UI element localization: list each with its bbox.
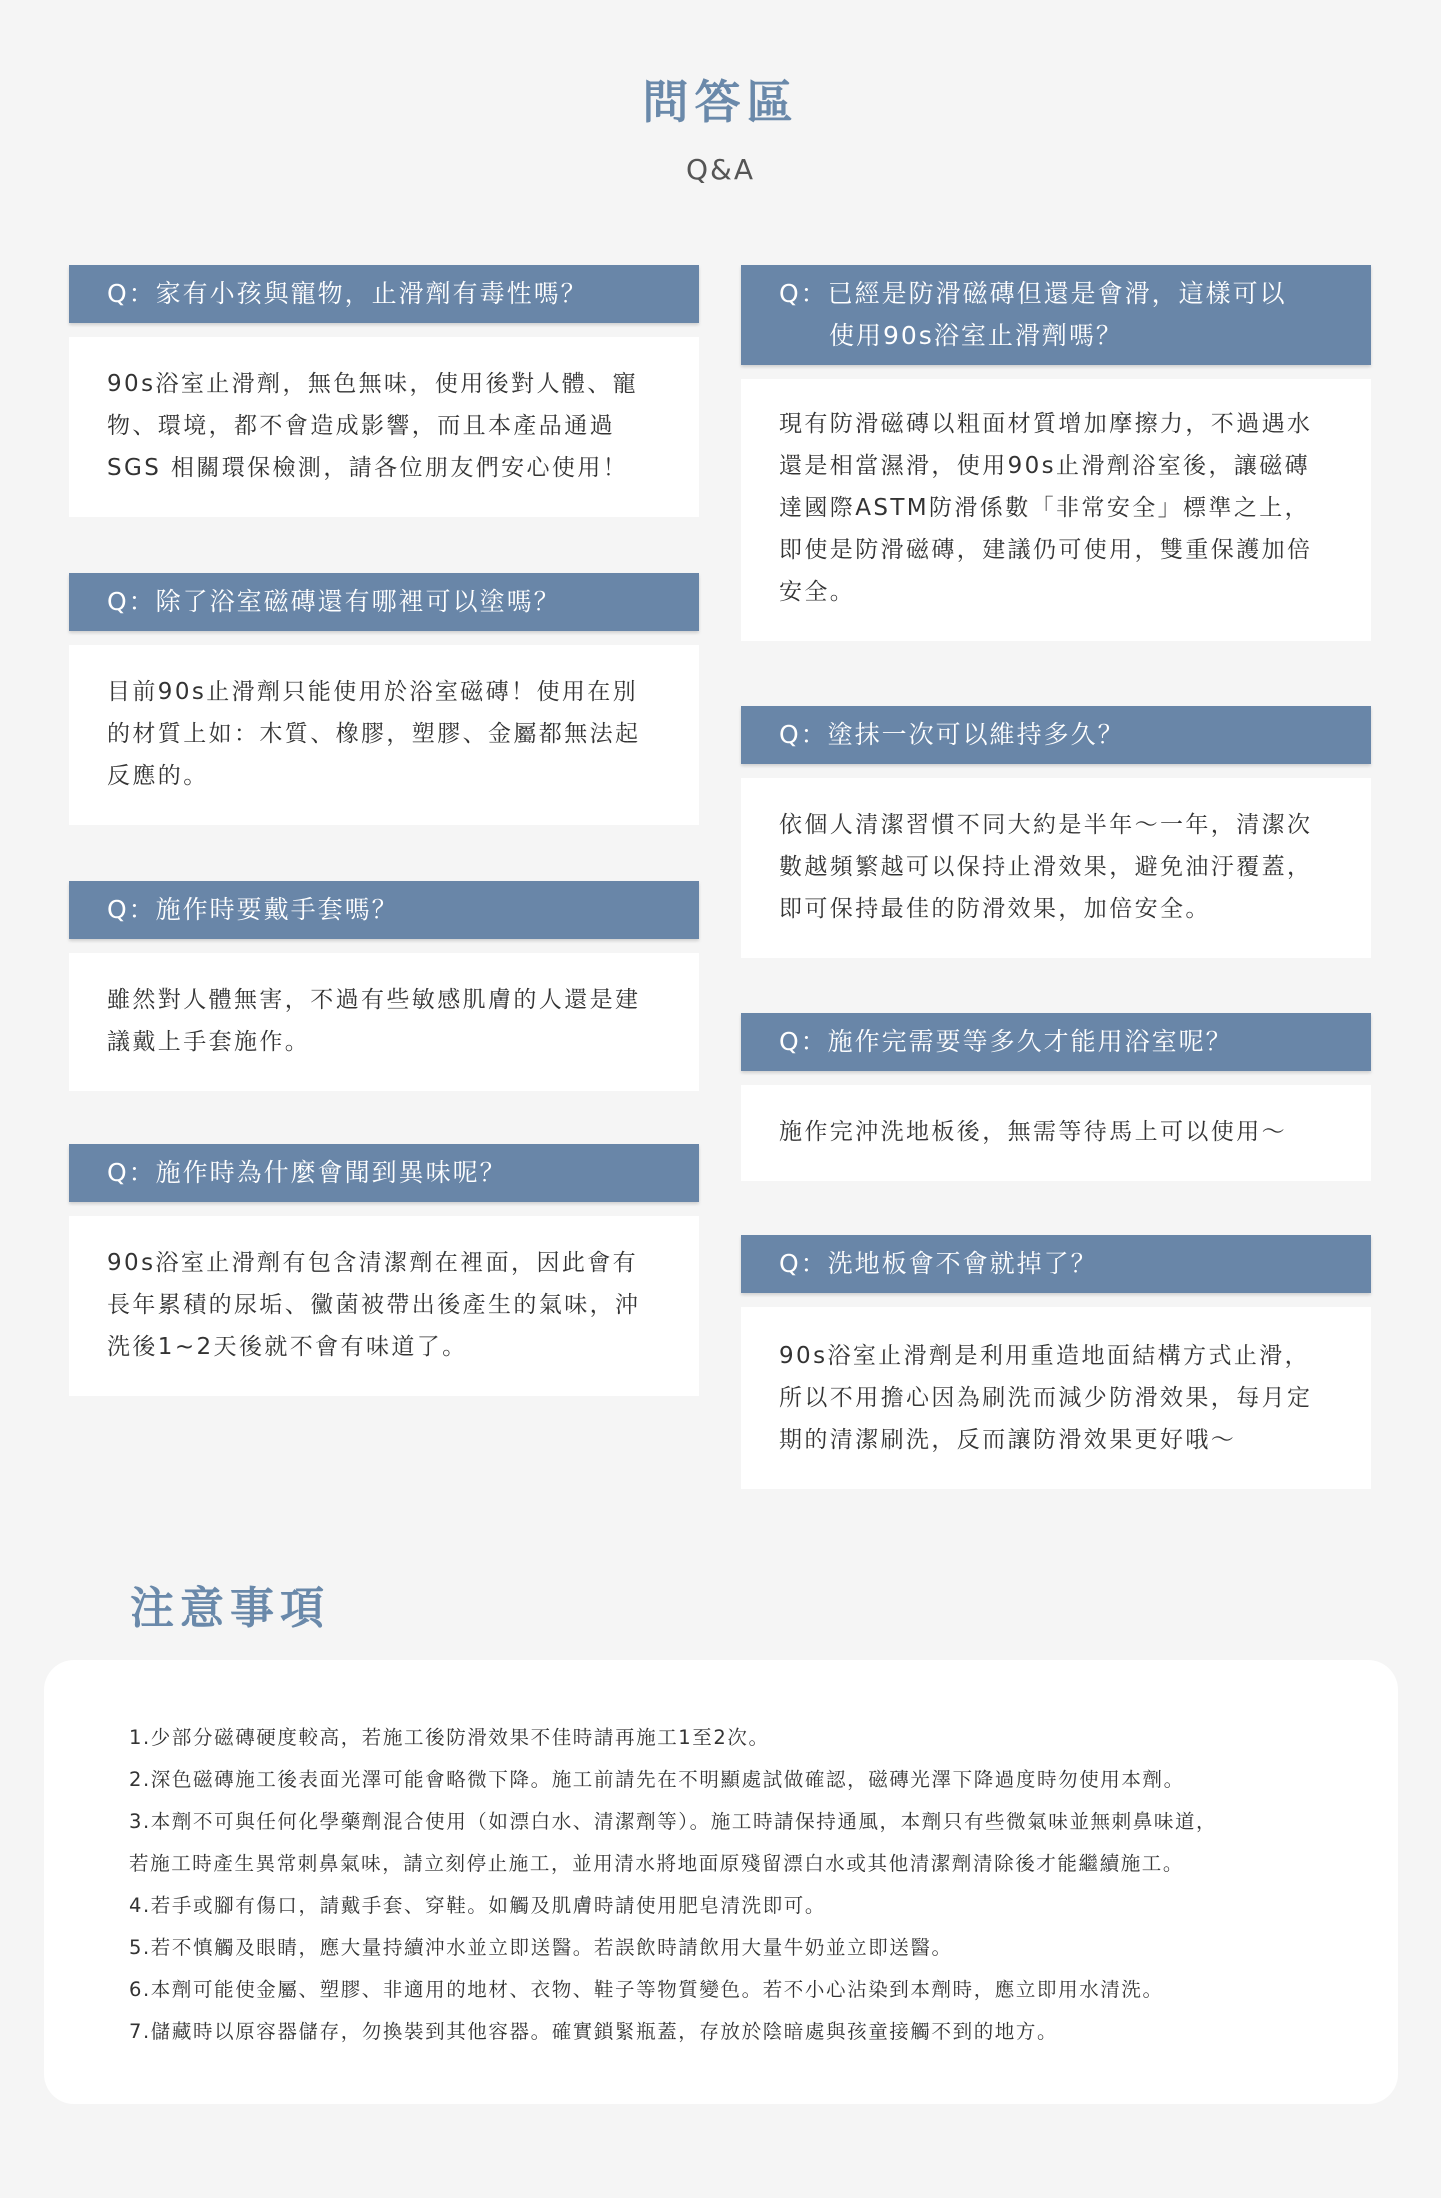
answer-box [741,379,1371,641]
qa-item [69,265,699,517]
answer-box [69,1216,699,1396]
answer-line: 依個人清潔習慣不同大約是半年～一年，清潔次 [779,812,1313,838]
qa-item [741,1013,1371,1181]
answer-box [69,953,699,1091]
note-line: 若施工時產生異常刺鼻氣味，請立刻停止施工，並用清水將地面原殘留漂白水或其他清潔劑清除後才能繼續施工。 [129,1852,1185,1875]
question-line: 使用90s浴室止滑劑嗎？ [829,321,1123,350]
note-line: 5.若不慎觸及眼睛，應大量持續沖水並立即送醫。若誤飲時請飲用大量牛奶並立即送醫。 [129,1936,953,1959]
answer-box [741,1085,1371,1181]
answer-box [741,1307,1371,1489]
question-bar: Q：施作完需要等多久才能用浴室呢？ [741,1013,1371,1071]
answer-line: 達國際ASTM防滑係數「非常安全」標準之上， [779,495,1311,521]
note-line: 6.本劑可能使金屬、塑膠、非適用的地材、衣物、鞋子等物質變色。若不小心沾染到本劑時，應立即用水清洗。 [129,1978,1164,2001]
note-line: 7.儲藏時以原容器儲存，勿換裝到其他容器。確實鎖緊瓶蓋，存放於陰暗處與孩童接觸不到的地方。 [129,2020,1059,2043]
answer-line: 洗後1~2天後就不會有味道了。 [107,1334,468,1360]
qa-item [69,1144,699,1396]
question-bar: Q：洗地板會不會就掉了？ [741,1235,1371,1293]
qa-item [69,881,699,1091]
question-bar: Q：除了浴室磁磚還有哪裡可以塗嗎？ [69,573,699,631]
answer-line: 安全。 [779,579,856,605]
answer-line: 數越頻繁越可以保持止滑效果，避免油汙覆蓋， [779,854,1313,880]
answer-line: 即可保持最佳的防滑效果，加倍安全。 [779,896,1211,922]
answer-line: 即使是防滑磁磚，建議仍可使用，雙重保護加倍 [779,537,1313,563]
notes-title: 注意事項 [130,1583,330,1634]
answer-line: 議戴上手套施作。 [107,1029,311,1055]
answer-line: 期的清潔刷洗，反而讓防滑效果更好哦～ [779,1427,1237,1453]
answer-line: 現有防滑磁磚以粗面材質增加摩擦力，不過遇水 [779,411,1313,437]
answer-line: 反應的。 [107,763,209,789]
answer-line: 目前90s止滑劑只能使用於浴室磁磚！使用在別 [107,679,639,705]
note-line: 3.本劑不可與任何化學藥劑混合使用（如漂白水、清潔劑等）。施工時請保持通風，本劑只有些微氣味並無刺鼻味道， [129,1810,1218,1833]
answer-line: 物、環境，都不會造成影響，而且本產品通過 [107,413,615,439]
answer-line: 長年累積的尿垢、黴菌被帶出後產生的氣味，沖 [107,1292,641,1318]
qa-item [741,1235,1371,1489]
answer-line: 所以不用擔心因為刷洗而減少防滑效果，每月定 [779,1385,1313,1411]
answer-box [741,778,1371,958]
answer-line: 還是相當濕滑，使用90s止滑劑浴室後，讓磁磚 [779,453,1311,479]
answer-line: 雖然對人體無害，不過有些敏感肌膚的人還是建 [107,987,641,1013]
qa-item [69,573,699,825]
page-subtitle: Q&A [685,153,756,186]
question-line: Q：已經是防滑磁磚但還是會滑，這樣可以 [779,279,1287,308]
answer-line: 90s浴室止滑劑是利用重造地面結構方式止滑， [779,1343,1311,1369]
note-line: 2.深色磁磚施工後表面光澤可能會略微下降。施工前請先在不明顯處試做確認，磁磚光澤下降過度時勿使用本劑。 [129,1768,1185,1791]
note-line: 1.少部分磁磚硬度較高，若施工後防滑效果不佳時請再施工1至2次。 [129,1726,770,1749]
qa-item [741,265,1371,641]
answer-line: 90s浴室止滑劑有包含清潔劑在裡面，因此會有 [107,1250,639,1276]
page-title: 問答區 [642,75,799,129]
answer-box [69,645,699,825]
question-bar: Q：家有小孩與寵物，止滑劑有毒性嗎？ [69,265,699,323]
answer-line: 90s浴室止滑劑，無色無味，使用後對人體、寵 [107,371,639,397]
question-bar [741,265,1371,365]
question-bar: Q：施作時為什麼會聞到異味呢？ [69,1144,699,1202]
answer-line: 的材質上如：木質、橡膠，塑膠、金屬都無法起 [107,721,641,747]
answer-box [69,337,699,517]
question-bar: Q：施作時要戴手套嗎？ [69,881,699,939]
question-bar: Q：塗抹一次可以維持多久？ [741,706,1371,764]
answer-line: SGS 相關環保檢測，請各位朋友們安心使用！ [107,455,629,481]
qa-item [741,706,1371,958]
notes-box [44,1660,1398,2104]
answer-line: 施作完沖洗地板後，無需等待馬上可以使用～ [779,1119,1287,1145]
note-line: 4.若手或腳有傷口，請戴手套、穿鞋。如觸及肌膚時請使用肥皂清洗即可。 [129,1894,827,1917]
